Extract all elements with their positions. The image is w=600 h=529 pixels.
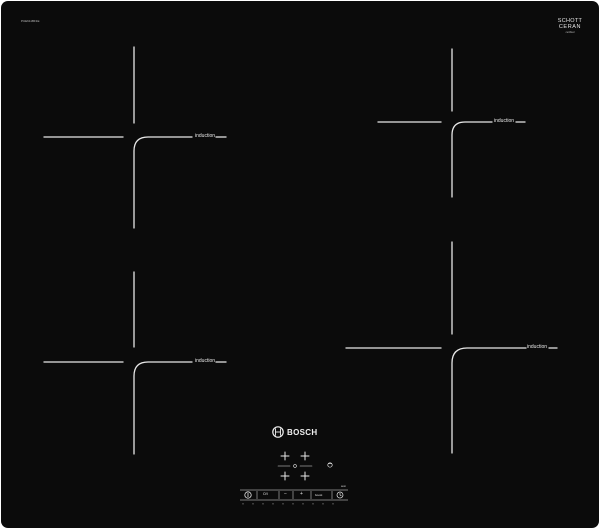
plus-button[interactable]: +	[300, 491, 303, 497]
control-bar	[240, 490, 348, 500]
auto-label: auto	[341, 485, 346, 488]
glass-brand-line3: certified	[565, 31, 575, 34]
zone-select-front-right-icon	[301, 472, 309, 480]
zone-select-front-left-icon	[281, 472, 289, 480]
childlock-icon	[328, 463, 332, 467]
zone-label-rear-left: induction	[195, 133, 216, 139]
power-icon	[245, 492, 251, 498]
zone-front-right-marking	[346, 242, 557, 453]
boost-label: boost	[315, 493, 323, 497]
zone-markings	[1, 1, 599, 528]
model-code: PUE611BF1E	[21, 19, 40, 23]
progress-ticks	[243, 503, 333, 505]
zone-label-rear-right: induction	[494, 118, 515, 124]
zone-select-rear-left-icon	[281, 452, 289, 460]
onoff-label: O/I	[263, 492, 268, 496]
glass-brand-line2: CERAN	[558, 23, 582, 30]
zone-select-rear-right-icon	[301, 452, 309, 460]
glass-brand-line1: SCHOTT	[557, 18, 583, 24]
cooktop-glass	[1, 1, 599, 528]
zone-label-front-right: induction	[527, 344, 548, 350]
bosch-logo-icon	[273, 427, 283, 437]
zone-label-front-left: induction	[195, 358, 216, 364]
brand-wordmark: BOSCH	[287, 428, 318, 437]
schott-ceran-logo	[554, 19, 586, 35]
minus-button[interactable]: −	[284, 491, 287, 497]
timer-icon	[337, 492, 343, 498]
